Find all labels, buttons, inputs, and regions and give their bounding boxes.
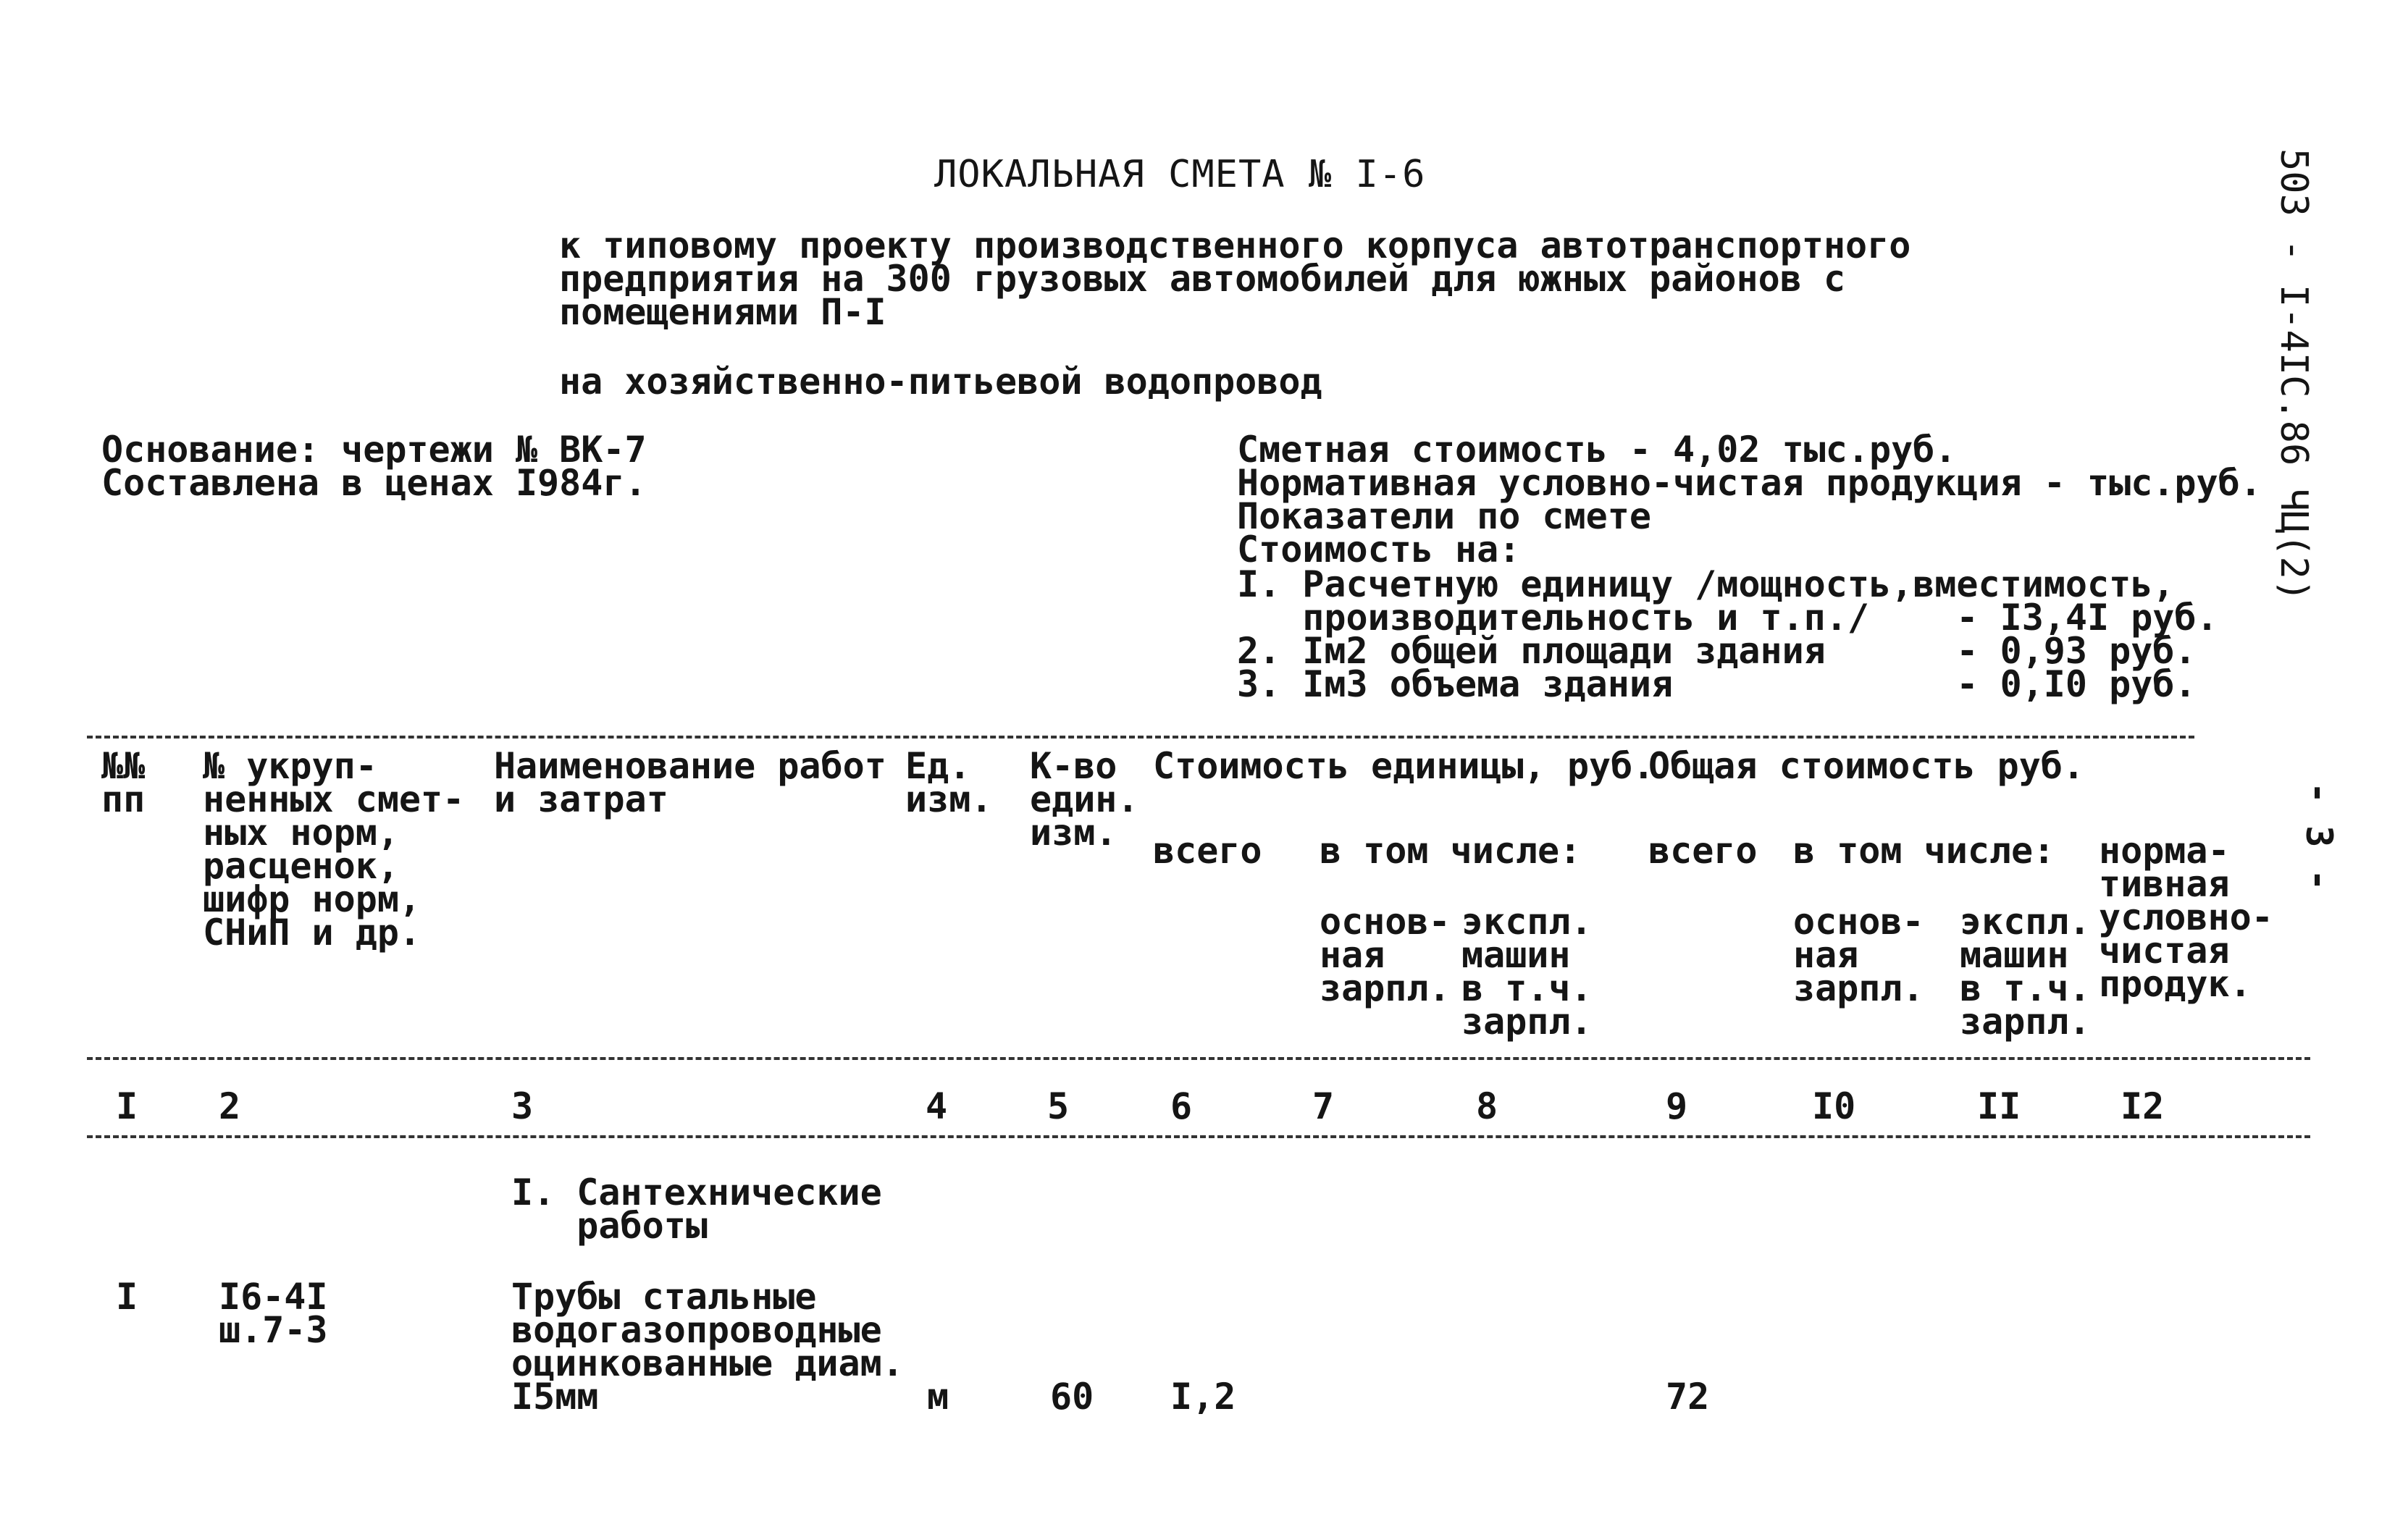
column-number: 5 [1047, 1085, 1070, 1127]
column-number: II [1977, 1085, 2021, 1127]
document-title: ЛОКАЛЬНАЯ СМЕТА № I-6 [934, 153, 1426, 196]
column-number: 2 [219, 1085, 241, 1127]
row-work-name: Трубы стальные водогазопроводные оцинкованные диам. I5мм [511, 1276, 904, 1418]
row-unit-total: I,2 [1170, 1376, 1236, 1418]
column-number: 3 [511, 1085, 534, 1127]
header-work-name: Наименование работ и затрат [494, 745, 886, 820]
header-norm-code: № укруп- ненных смет- ных норм, расценок, шифр норм, СНиП и др. [203, 745, 465, 954]
row-number: I [116, 1276, 138, 1318]
column-number: 7 [1312, 1085, 1335, 1127]
row-total: 72 [1666, 1376, 1710, 1418]
column-numbers-rule [87, 1135, 2310, 1138]
indicator-1b: производительность и т.п./ - I3,4I руб. [1237, 597, 2218, 639]
header-row-number: №№ пп [101, 745, 146, 820]
row-norm-code: I6-4I ш.7-3 [219, 1276, 328, 1351]
indicator-1a: I. Расчетную единицу /мощность,вместимость, [1237, 563, 2175, 605]
column-number: I [116, 1085, 138, 1127]
header-unit-machines: экспл. машин в т.ч. зарпл. [1461, 901, 1593, 1043]
row-unit: м [927, 1376, 949, 1418]
net-product: Нормативная условно-чистая продукция - тыс.руб. [1237, 462, 2262, 504]
indicators-heading: Показатели по смете [1237, 495, 1651, 537]
cost-per-heading: Стоимость на: [1237, 529, 1521, 571]
header-unit-cost-group: Стоимость единицы, руб. [1153, 745, 1655, 787]
indicator-3: 3. Iм3 объема здания - 0,I0 руб. [1237, 663, 2197, 705]
subtitle-line-2: предприятия на 300 грузовых автомобилей для южных районов с [559, 258, 1846, 300]
object-name: на хозяйственно-питьевой водопровод [559, 361, 1322, 403]
document-code: 503 - I-4IС.86 ЧЦ(2) [2272, 148, 2315, 602]
header-total: всего [1648, 830, 1758, 872]
basis-drawings: Основание: чертежи № ВК-7 [101, 429, 647, 471]
column-number: 9 [1666, 1085, 1688, 1127]
basis-prices: Составлена в ценах I984г. [101, 462, 647, 504]
row-quantity: 60 [1050, 1376, 1094, 1418]
page-number: - 3 - [2298, 782, 2340, 891]
subtitle-line-1: к типовому проекту производственного корпуса автотранспортного [559, 224, 1911, 266]
header-net-product: норма- тивная условно- чистая продук. [2099, 830, 2273, 1005]
header-total-cost-group: Общая стоимость руб. [1648, 745, 2085, 787]
column-number: 4 [926, 1085, 948, 1127]
estimated-cost: Сметная стоимость - 4,02 тыс.руб. [1237, 429, 1957, 471]
column-number: I2 [2121, 1085, 2165, 1127]
table-top-rule [87, 736, 2194, 739]
header-unit-including: в том числе: [1320, 830, 1582, 872]
header-total-machines: экспл. машин в т.ч. зарпл. [1960, 901, 2091, 1043]
subtitle-line-3: помещениями П-I [559, 291, 886, 333]
header-total-wages: основ- ная зарпл. [1793, 901, 1924, 1009]
header-unit-wages: основ- ная зарпл. [1320, 901, 1451, 1009]
column-number: 8 [1476, 1085, 1498, 1127]
header-bottom-rule [87, 1057, 2310, 1060]
column-number: I0 [1812, 1085, 1856, 1127]
indicator-2: 2. Iм2 общей площади здания - 0,93 руб. [1237, 630, 2197, 672]
header-unit: Ед. изм. [905, 745, 993, 820]
header-unit-total: всего [1153, 830, 1262, 872]
header-total-including: в том числе: [1793, 830, 2055, 872]
column-number: 6 [1170, 1085, 1193, 1127]
section-title: I. Сантехнические работы [511, 1171, 882, 1247]
header-quantity: К-во един. изм. [1030, 745, 1139, 854]
